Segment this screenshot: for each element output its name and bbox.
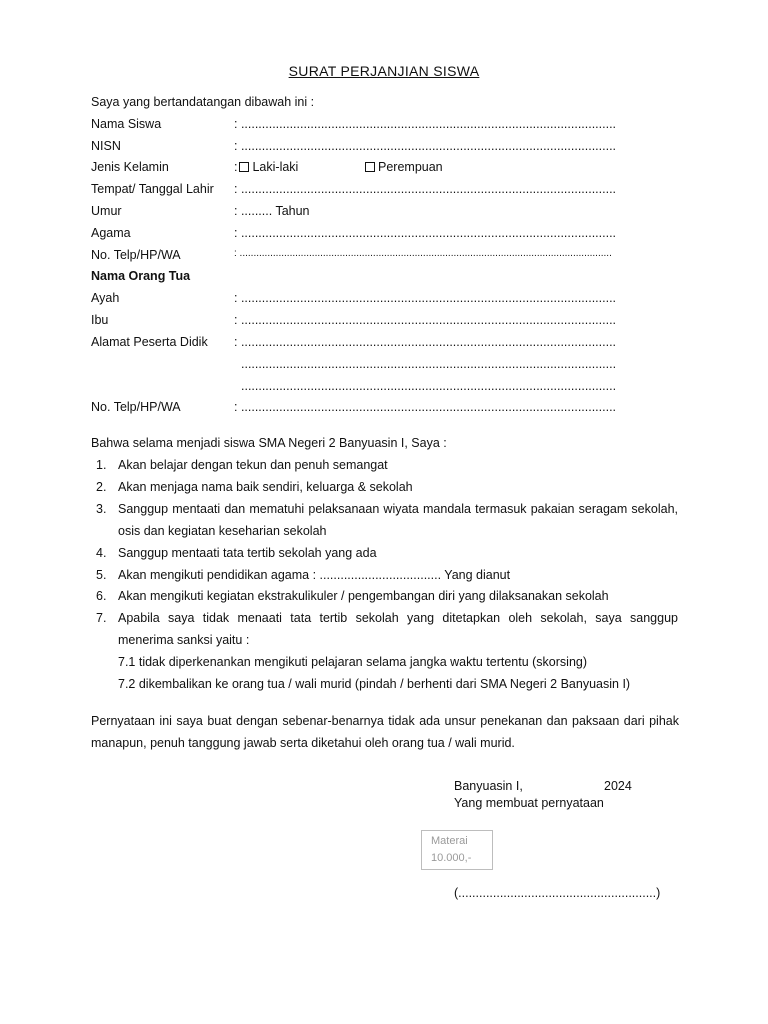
signature-place: Banyuasin I, <box>454 779 523 793</box>
stamp-value: 10.000,- <box>431 852 472 864</box>
colon: : <box>234 160 238 174</box>
list-item-number: 7. <box>96 611 107 625</box>
closing-text-continued: manapun, penuh tanggung jawab serta diketahui oleh orang tua / wali murid. <box>91 736 515 750</box>
list-item-text: Akan mengikuti pendidikan agama : ................................... Yang dianut <box>118 568 511 582</box>
document-title: SURAT PERJANJIAN SISWA <box>288 63 480 79</box>
list-item-text: Apabila saya tidak menaati tata tertib sekolah yang ditetapkan oleh sekolah, saya sanggup <box>118 611 678 625</box>
field-label-ayah: Ayah <box>91 291 120 305</box>
intro-text: Saya yang bertandatangan dibawah ini : <box>91 95 315 109</box>
list-item-number: 3. <box>96 502 107 516</box>
field-value-parent-telp: : ............................................................................................................ <box>234 400 617 414</box>
closing-text: Pernyataan ini saya buat dengan sebenar-benarnya tidak ada unsur penekanan dan paksaan dari pihak <box>91 714 679 728</box>
checkbox-icon-laki-laki <box>239 162 249 172</box>
option-perempuan: Perempuan <box>378 160 443 174</box>
field-value-ibu: : ............................................................................................................ <box>234 313 617 327</box>
stamp-label: Materai <box>431 835 468 847</box>
statement-intro: Bahwa selama menjadi siswa SMA Negeri 2 Banyuasin I, Saya : <box>91 436 447 450</box>
list-item-number: 5. <box>96 568 107 582</box>
list-item-number: 4. <box>96 546 107 560</box>
signature-year: 2024 <box>604 779 632 793</box>
field-value-nisn: : ............................................................................................................ <box>234 139 617 153</box>
signature-role: Yang membuat pernyataan <box>454 796 604 810</box>
option-laki-laki: Laki-laki <box>252 160 299 174</box>
field-value-nama-siswa: : ............................................................................................................ <box>234 117 617 131</box>
field-value-alamat: : ............................................................................................................ <box>234 335 617 349</box>
list-item-text: Sanggup mentaati tata tertib sekolah yang ada <box>118 546 377 560</box>
field-label-ibu: Ibu <box>91 313 109 327</box>
list-item-number: 2. <box>96 480 107 494</box>
field-label-parent-telp: No. Telp/HP/WA <box>91 400 181 414</box>
list-item-text: Akan mengikuti kegiatan ekstrakulikuler / pengembangan diri yang dilaksanakan sekolah <box>118 589 609 603</box>
list-item-text-continued: osis dan kegiatan keseharian sekolah <box>118 524 327 538</box>
field-label-agama: Agama <box>91 226 131 240</box>
field-label-alamat: Alamat Peserta Didik <box>91 335 208 349</box>
field-value-tempat-tanggal-lahir: : ............................................................................................................ <box>234 182 617 196</box>
field-label-umur: Umur <box>91 204 122 218</box>
option-perempuan-group <box>363 160 443 174</box>
list-item-number: 6. <box>96 589 107 603</box>
field-label-tempat-tanggal-lahir: Tempat/ Tanggal Lahir <box>91 182 214 196</box>
materai-stamp-placeholder <box>421 830 493 870</box>
checkbox-icon-perempuan <box>365 162 375 172</box>
list-item-text: Akan menjaga nama baik sendiri, keluarga & sekolah <box>118 480 413 494</box>
field-value-umur: : ......... Tahun <box>234 204 310 218</box>
field-label-jenis-kelamin: Jenis Kelamin <box>91 160 169 174</box>
list-item-text: Sanggup mentaati dan mematuhi pelaksanaan wiyata mandala termasuk pakaian seragam sekolah, <box>118 502 678 516</box>
sub-item: 7.1 tidak diperkenankan mengikuti pelajaran selama jangka waktu tertentu (skorsing) <box>118 655 588 669</box>
field-value-telp: : ...................................................................................................................................... <box>234 248 612 259</box>
field-label-telp: No. Telp/HP/WA <box>91 248 181 262</box>
field-value-ayah: : ............................................................................................................ <box>234 291 617 305</box>
sub-item: 7.2 dikembalikan ke orang tua / wali murid (pindah / berhenti dari SMA Negeri 2 Banyuasin I) <box>118 677 631 691</box>
list-item-number: 1. <box>96 458 107 472</box>
field-label-nisn: NISN <box>91 139 121 153</box>
field-value-jenis-kelamin <box>234 160 298 174</box>
field-value-alamat-line3: ............................................................................................................ <box>241 379 617 393</box>
field-value-alamat-line2: ............................................................................................................ <box>241 357 617 371</box>
signature-name-line: (.........................................................) <box>454 886 661 900</box>
field-value-agama: : ............................................................................................................ <box>234 226 617 240</box>
parents-heading: Nama Orang Tua <box>91 269 191 283</box>
list-item-text-continued: menerima sanksi yaitu : <box>118 633 250 647</box>
field-label-nama-siswa: Nama Siswa <box>91 117 162 131</box>
list-item-text: Akan belajar dengan tekun dan penuh semangat <box>118 458 388 472</box>
